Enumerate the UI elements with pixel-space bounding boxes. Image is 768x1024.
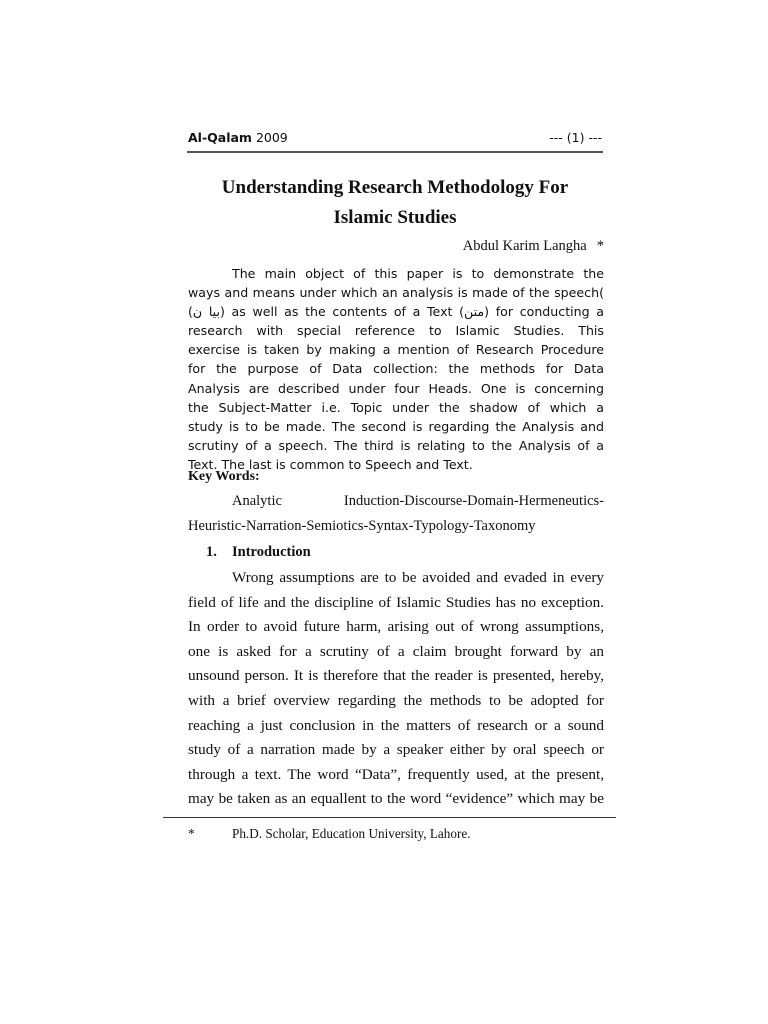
paper-title-line-1: Understanding Research Methodology For — [221, 177, 569, 198]
author-footnote-marker: * — [596, 238, 604, 254]
abstract-line: exercise is taken by making a mention of Research Procedure — [188, 342, 604, 358]
footnote-text: Ph.D. Scholar, Education University, Lahore. — [232, 826, 471, 841]
keywords-line-2: Heuristic-Narration-Semiotics-Syntax-Typology-Taxonomy — [188, 518, 536, 534]
body-line: field of life and the discipline of Islamic Studies has no exception. — [188, 593, 604, 611]
abstract-line: The main object of this paper is to demonstrate the — [232, 266, 604, 281]
footnote-rule — [163, 817, 616, 818]
abstract-line: scrutiny of a speech. The third is relating to the Analysis of a — [188, 437, 604, 453]
body-line: one is asked for a scrutiny of a claim brought forward by an — [188, 642, 604, 660]
author-name: Abdul Karim Langha — [462, 238, 587, 254]
page-number: --- (1) --- — [549, 130, 602, 145]
section-title: Introduction — [232, 544, 311, 560]
body-line: reaching a just conclusion in the matters of research or a sound — [188, 716, 604, 734]
abstract-line: Analysis are described under four Heads. One is concerning — [188, 380, 604, 396]
body-text — [188, 566, 604, 812]
body-line: with a brief overview regarding the methods to be adopted for — [188, 691, 604, 709]
keywords-list-part-1: Induction-Discourse-Domain-Hermeneutics- — [343, 493, 604, 509]
footnote — [188, 826, 471, 842]
abstract-line: ways and means under which an analysis is made of the speech( — [188, 285, 604, 301]
abstract-line: research with special reference to Islamic Studies. This — [188, 323, 604, 339]
body-line: through a text. The word “Data”, frequently used, at the present, — [188, 765, 604, 783]
keyword-analytic: Analytic — [232, 493, 282, 509]
footnote-marker: * — [188, 826, 195, 841]
abstract-line: the Subject-Matter i.e. Topic under the shadow of which a — [188, 399, 604, 415]
journal-year: 2009 — [255, 130, 288, 145]
keywords-heading: Key Words: — [188, 469, 260, 484]
abstract-line: (بيا ن) as well as the contents of a Text (متن) for conducting a — [188, 304, 604, 320]
abstract-line: for the purpose of Data collection: the methods for Data — [188, 361, 604, 377]
body-line: Wrong assumptions are to be avoided and evaded in every — [232, 569, 604, 586]
journal-title — [188, 130, 288, 145]
abstract-line: Text. The last is common to Speech and Text. — [188, 456, 473, 472]
body-line: unsound person. It is therefore that the reader is presented, hereby, — [188, 667, 604, 685]
section-heading — [206, 544, 311, 561]
header-rule — [187, 151, 603, 153]
author-line — [188, 238, 604, 255]
keywords-line-1 — [232, 493, 604, 510]
abstract-line: study is to be made. The second is regarding the Analysis and — [188, 418, 604, 434]
journal-name: Al-Qalam — [188, 130, 252, 145]
running-header — [188, 130, 602, 148]
body-line: may be taken as an equallent to the word “evidence” which may be — [188, 790, 604, 808]
body-line: study of a narration made by a speaker either by oral speech or — [188, 741, 604, 759]
abstract — [188, 264, 604, 474]
section-number: 1. — [206, 544, 217, 560]
paper-title-line-2: Islamic Studies — [333, 207, 457, 228]
body-line: In order to avoid future harm, arising out of wrong assumptions, — [188, 618, 604, 636]
